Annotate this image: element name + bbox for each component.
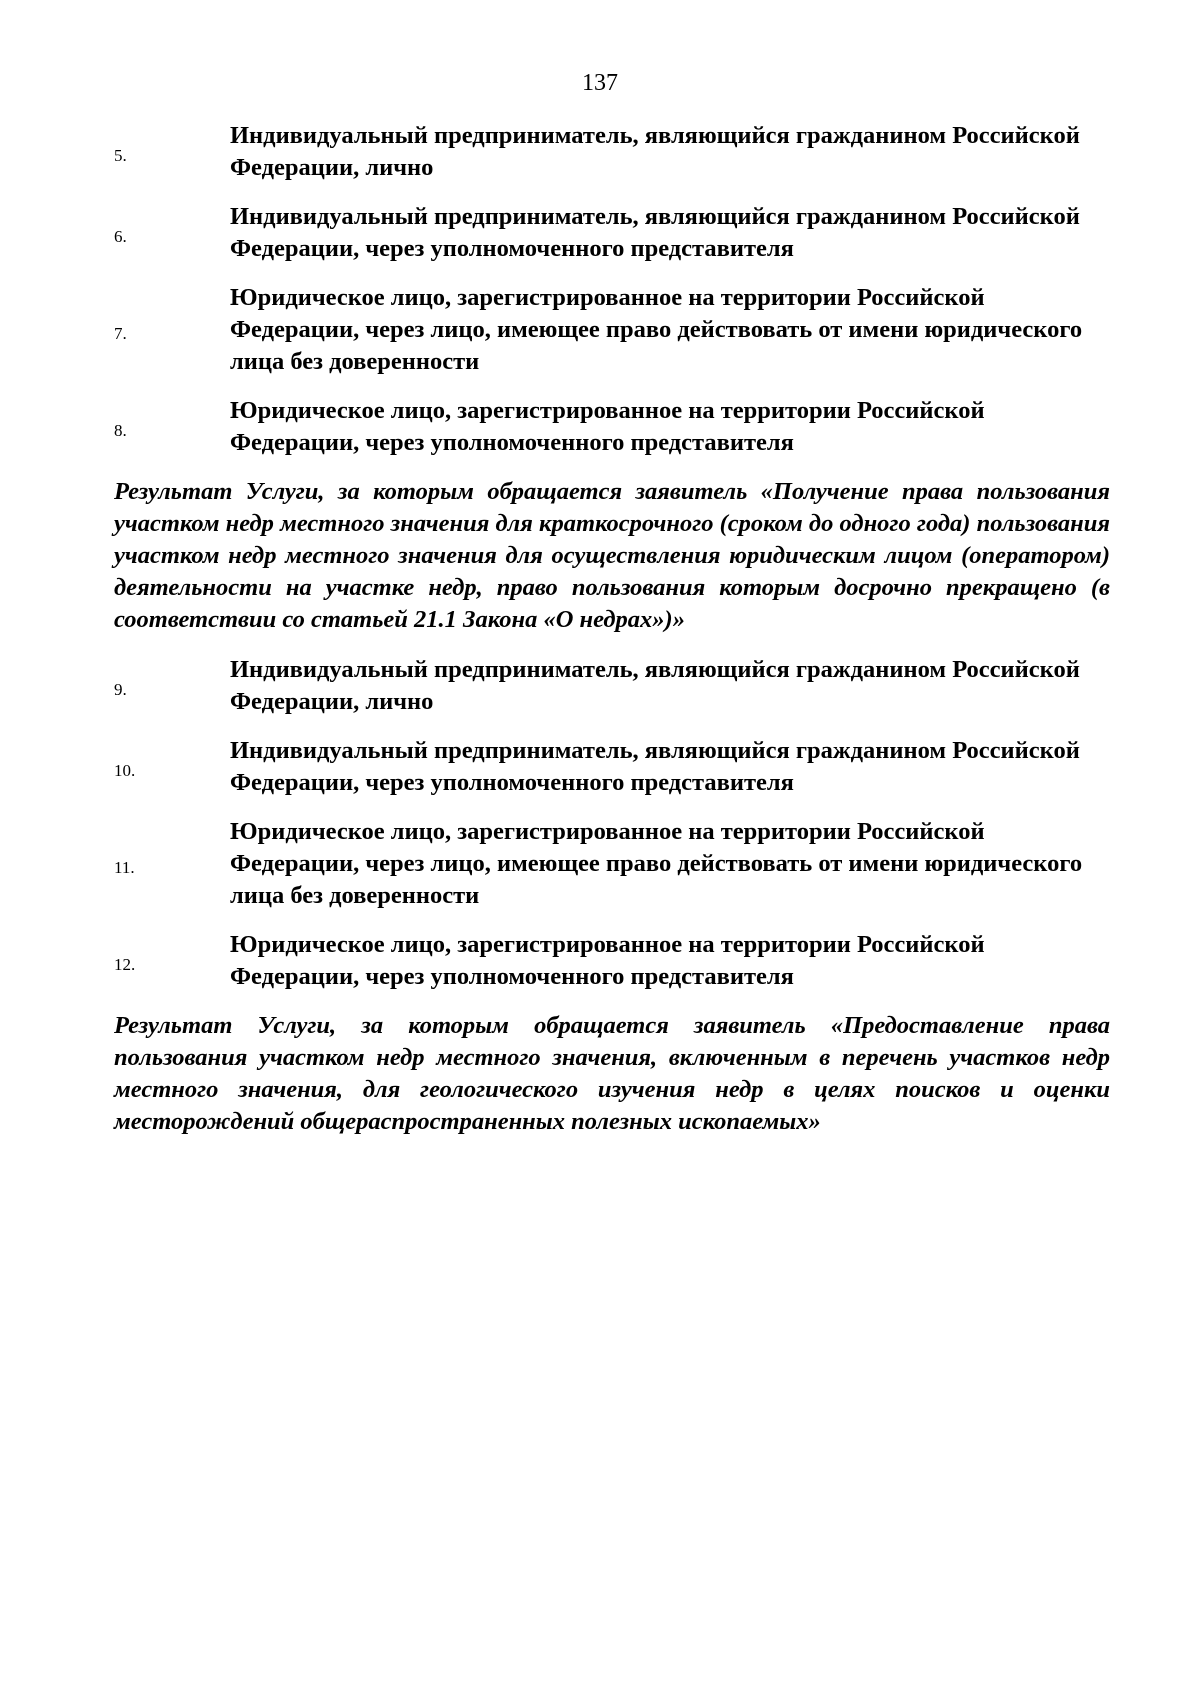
list-item: [114, 816, 1110, 912]
item-text: Юридическое лицо, зарегистрированное на территории Российской Федерации, через лицо, имеющее право действовать от имени юридического лица без доверенности: [230, 284, 1083, 375]
item-number: 11.: [114, 858, 135, 877]
list-item: [114, 282, 1110, 378]
list-item: [114, 654, 1110, 718]
document-body: [114, 120, 1110, 1156]
item-number: 10.: [114, 761, 136, 780]
list-item: [114, 929, 1110, 993]
service-result-heading: Результат Услуги, за которым обращается заявитель «Предоставление права пользования участком недр местного значения, включенным в перечень участков недр местного значения, для геологического изучения недр в целях поисков и оценки месторождений общераспространенных полезных ископаемых»: [114, 1012, 1110, 1135]
list-item: [114, 120, 1110, 184]
item-number: 5.: [114, 146, 127, 165]
page-number: 137: [582, 70, 618, 96]
item-text: Юридическое лицо, зарегистрированное на территории Российской Федерации, через уполномоченного представителя: [230, 397, 985, 456]
item-number: 6.: [114, 227, 127, 246]
item-text: Индивидуальный предприниматель, являющийся гражданином Российской Федерации, лично: [230, 122, 1080, 181]
item-text: Индивидуальный предприниматель, являющийся гражданином Российской Федерации, через уполномоченного представителя: [230, 737, 1080, 796]
item-number: 12.: [114, 955, 136, 974]
service-result-heading: Результат Услуги, за которым обращается заявитель «Получение права пользования участком недр местного значения для краткосрочного (сроком до одного года) пользования участком недр местного значения для осуществления юридическим лицом (оператором) деятельности на участке недр, право пользования которым досрочно прекращено (в соответствии со статьей 21.1 Закона «О недрах»)»: [114, 478, 1110, 633]
item-text: Индивидуальный предприниматель, являющийся гражданином Российской Федерации, лично: [230, 656, 1080, 715]
list-item: [114, 735, 1110, 799]
item-number: 7.: [114, 324, 127, 343]
item-number: 9.: [114, 680, 127, 699]
item-text: Юридическое лицо, зарегистрированное на территории Российской Федерации, через уполномоченного представителя: [230, 931, 985, 990]
item-text: Индивидуальный предприниматель, являющийся гражданином Российской Федерации, через уполномоченного представителя: [230, 203, 1080, 262]
list-item: [114, 395, 1110, 459]
item-number: 8.: [114, 421, 127, 440]
list-item: [114, 201, 1110, 265]
item-text: Юридическое лицо, зарегистрированное на территории Российской Федерации, через лицо, имеющее право действовать от имени юридического лица без доверенности: [230, 818, 1083, 909]
